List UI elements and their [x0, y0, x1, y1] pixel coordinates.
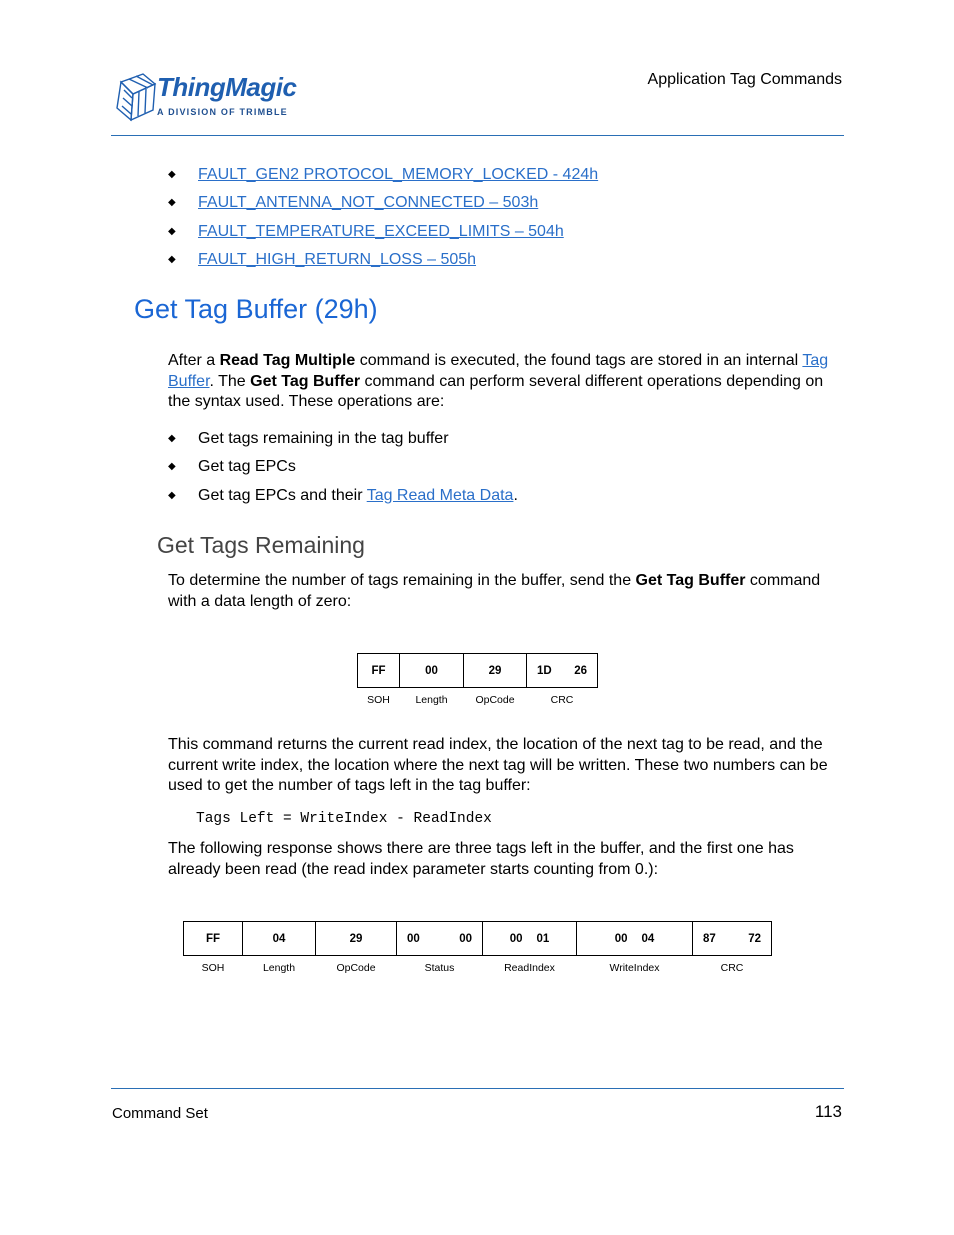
packet-cell-opcode: 29: [464, 654, 527, 688]
response-packet-table: [183, 921, 772, 975]
packet-label: Status: [424, 962, 455, 974]
intro-paragraph: [168, 351, 848, 413]
crc-lo-byte: 26: [574, 664, 587, 677]
intro-bold-read-tag-multiple: Read Tag Multiple: [219, 352, 356, 369]
request-packet-table: [357, 653, 598, 707]
packet-label: WriteIndex: [609, 962, 660, 974]
remaining-text: command with a data length of zero:: [168, 572, 821, 610]
packet-label: SOH: [367, 694, 390, 706]
packet-cell-length: 04: [243, 922, 316, 956]
packet-label: OpCode: [336, 962, 376, 974]
operation-text: Get tags remaining in the tag buffer: [198, 430, 449, 447]
status-lo-byte: 00: [459, 932, 472, 945]
remaining-text: To determine the number of tags remaining in the buffer, send the: [168, 572, 636, 589]
status-hi-byte: 00: [407, 932, 420, 945]
packet-label: Length: [262, 962, 296, 974]
header-rule: [111, 135, 844, 136]
list-item: [168, 222, 598, 250]
cube-logo-icon: [113, 68, 157, 126]
crc-hi-byte: 1D: [537, 664, 552, 677]
packet-label: OpCode: [475, 694, 515, 706]
packet-label: Length: [415, 694, 448, 706]
writeindex-hi-byte: 00: [614, 932, 628, 945]
packet-cell-readindex: [483, 922, 577, 956]
operations-list: [168, 429, 518, 514]
section-subheading: Get Tags Remaining: [157, 532, 365, 558]
list-item: [168, 486, 518, 514]
packet-cell-crc: [693, 922, 772, 956]
packet-label: SOH: [201, 962, 225, 974]
logo-wordmark: ThingMagic: [157, 72, 297, 102]
response-paragraph: The following response shows there are three tags left in the buffer, and the first one has already been read (the read index parameter starts counting from 0.):: [168, 840, 794, 878]
packet-cell-length: 00: [400, 654, 464, 688]
intro-text: . The: [209, 372, 251, 390]
writeindex-lo-byte: 04: [641, 932, 655, 945]
intro-text: command is executed, the found tags are stored in an internal: [355, 352, 803, 369]
list-item: [168, 457, 518, 485]
packet-cell-soh: FF: [184, 922, 243, 956]
tag-buffer-link[interactable]: Tag Buffer: [168, 352, 829, 390]
intro-text: command can perform several different operations depending on the syntax used. These operations are:: [168, 372, 824, 410]
tag-read-meta-data-link[interactable]: Tag Read Meta Data: [366, 486, 514, 504]
page-number: 113: [814, 1102, 842, 1121]
footer-section: Command Set: [112, 1105, 208, 1122]
returns-paragraph: This command returns the current read index, the location of the next tag to be read, and the current write index, the location where the next tag will be written. These two numbers can be used to get the number of tags left in the tag buffer:: [168, 736, 828, 794]
list-item: [168, 250, 598, 278]
crc-hi-byte: 87: [703, 932, 716, 945]
crc-lo-byte: 72: [748, 932, 761, 945]
operation-text: Get tag EPCs and their: [198, 486, 367, 504]
operation-text: Get tag EPCs: [198, 458, 296, 476]
formula-code: Tags Left = WriteIndex - ReadIndex: [196, 811, 492, 827]
header-section-title: Application Tag Commands: [647, 71, 842, 88]
remaining-paragraph: [168, 571, 848, 612]
readindex-hi-byte: 00: [509, 932, 523, 945]
intro-bold-get-tag-buffer: Get Tag Buffer: [250, 372, 361, 390]
list-item: [168, 165, 598, 193]
footer-rule: [111, 1088, 844, 1089]
fault-code-list: [168, 165, 598, 278]
page-title: Get Tag Buffer (29h): [134, 294, 378, 324]
list-item: [168, 429, 518, 457]
packet-cell-status: [397, 922, 483, 956]
fault-link-504h[interactable]: FAULT_TEMPERATURE_EXCEED_LIMITS – 504h: [198, 222, 564, 240]
fault-link-503h[interactable]: FAULT_ANTENNA_NOT_CONNECTED – 503h: [198, 194, 539, 212]
packet-cell-writeindex: [577, 922, 693, 956]
packet-cell-crc: [527, 654, 598, 688]
readindex-lo-byte: 01: [536, 932, 550, 945]
packet-label: ReadIndex: [504, 962, 555, 974]
fault-link-505h[interactable]: FAULT_HIGH_RETURN_LOSS – 505h: [198, 250, 477, 268]
logo-tagline: A DIVISION OF TRIMBLE: [157, 107, 288, 117]
thingmagic-logo: [113, 68, 313, 126]
operation-text: .: [513, 486, 518, 504]
packet-cell-soh: FF: [358, 654, 400, 688]
packet-cell-opcode: 29: [316, 922, 397, 956]
packet-label: CRC: [720, 962, 744, 974]
packet-label: CRC: [550, 694, 574, 706]
list-item: [168, 193, 598, 221]
intro-text: After a: [168, 352, 220, 369]
fault-link-424h[interactable]: FAULT_GEN2 PROTOCOL_MEMORY_LOCKED - 424h: [198, 166, 599, 183]
remaining-bold: Get Tag Buffer: [635, 572, 746, 589]
